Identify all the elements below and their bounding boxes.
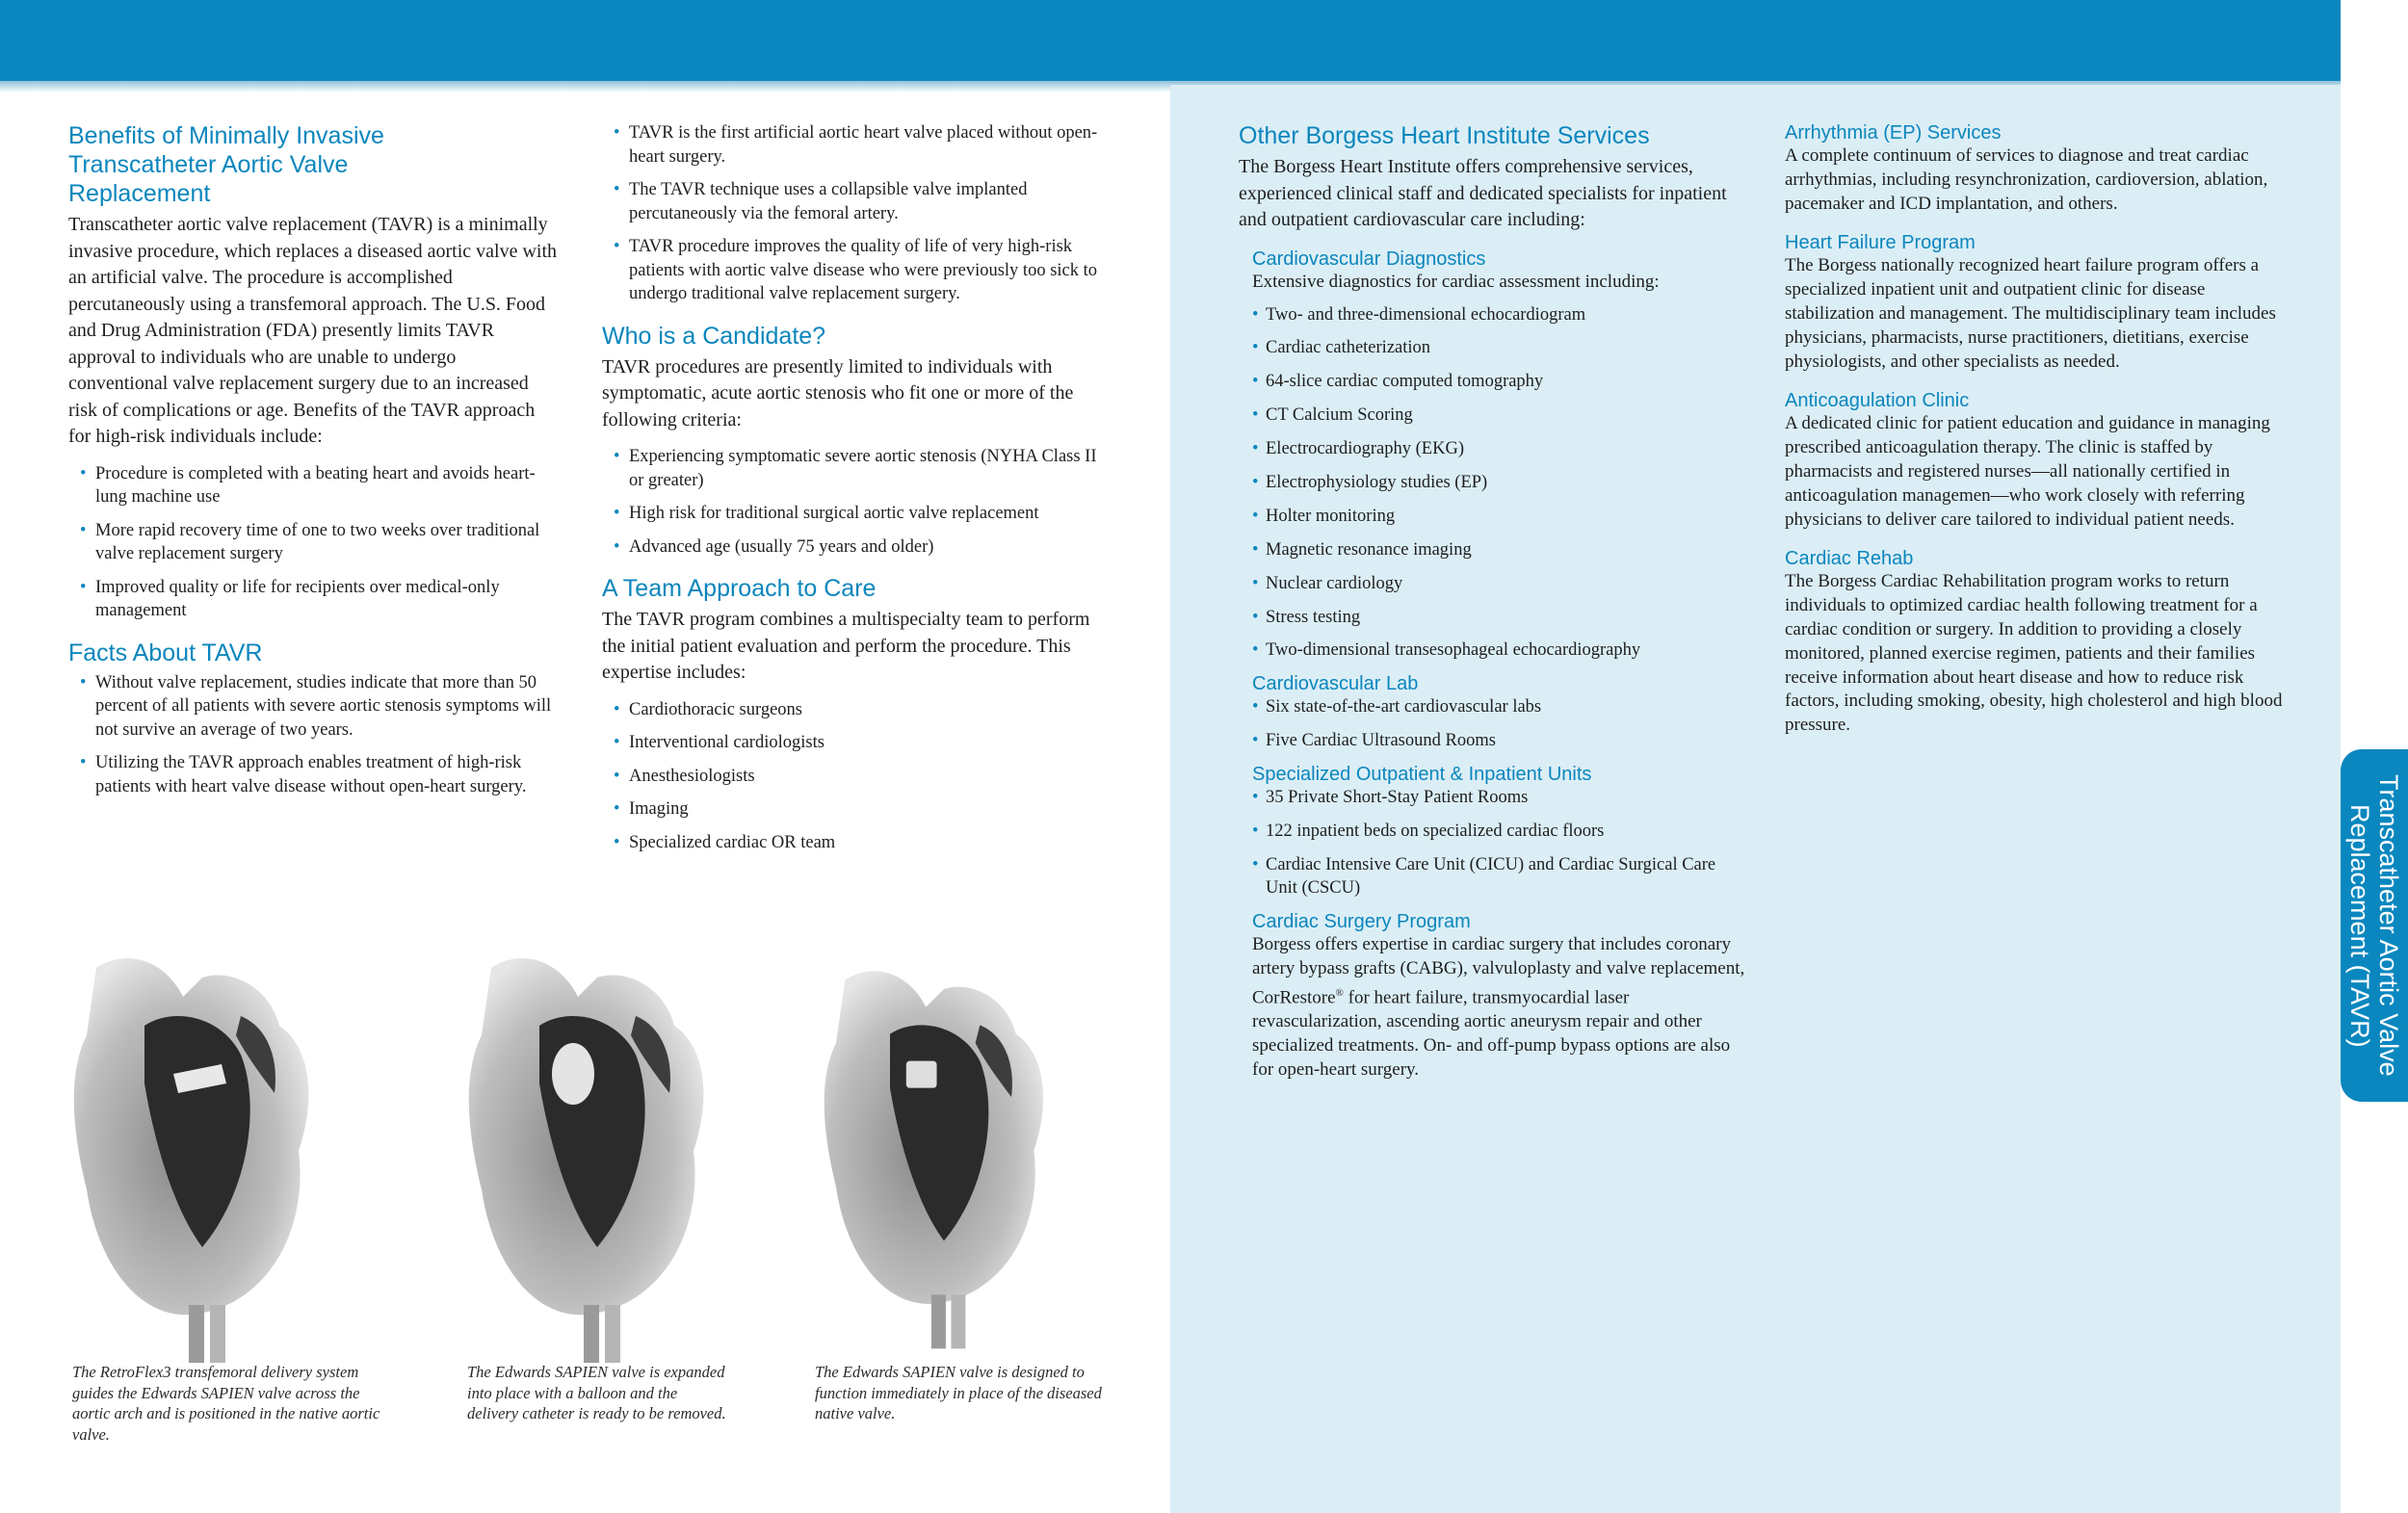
benefits-list <box>68 462 560 623</box>
benefits-heading: Benefits of Minimally Invasive Transcatheter Aortic Valve Replacement <box>68 122 384 207</box>
list-item: • Two-dimensional transesophageal echocardiography <box>1252 639 1749 663</box>
surgery-body <box>1252 933 1749 1082</box>
anticoag-body: A dedicated clinic for patient education and guidance in managing prescribed anticoagulation therapy. The clinic is staffed by pharmacists and registered nurses—all nationally certified in anticoagulation managemen—who work closely with referring physicians to deliver care tailored to individual patient needs. <box>1785 413 2270 530</box>
candidate-heading: Who is a Candidate? <box>602 322 826 350</box>
list-item: • Imaging <box>602 797 1103 822</box>
diagnostics-intro: Extensive diagnostics for cardiac assessment including: <box>1252 271 1660 292</box>
column-candidate <box>602 121 1103 864</box>
arrhythmia-heading: Arrhythmia (EP) Services <box>1785 122 2002 143</box>
services-heading: Other Borgess Heart Institute Services <box>1239 122 1650 149</box>
figure-caption-1: The RetroFlex3 transfemoral delivery system guides the Edwards SAPIEN valve across the aortic arch and is positioned in the native aortic valve. <box>72 1363 380 1444</box>
list-item: • The TAVR technique uses a collapsible valve implanted percutaneously via the femoral artery. <box>602 178 1103 225</box>
figure-caption-3: The Edwards SAPIEN valve is designed to function immediately in place of the diseased native valve. <box>815 1363 1102 1422</box>
team-body: The TAVR program combines a multispecialty team to perform the initial patient evaluation and perform the procedure. This expertise includes: <box>602 609 1090 683</box>
lab-heading: Cardiovascular Lab <box>1252 673 1419 695</box>
list-item: • Specialized cardiac OR team <box>602 831 1103 855</box>
heart-failure-body: The Borgess nationally recognized heart failure program offers a specialized inpatient unit and outpatient clinic for disease stabilization and management. The multidisciplinary team includes physicians, pharmacists, nurse practitioners, dietitians, exercise physiologists, and other specialists as needed. <box>1785 255 2276 372</box>
benefits-body: Transcatheter aortic valve replacement (TAVR) is a minimally invasive procedure, which replaces a diseased aortic valve with an artificial valve. The procedure is accomplished percutaneously using a transfemoral approach. The U.S. Food and Drug Administration (FDA) presently limits TAVR approval to individuals who are unable to undergo conventional valve replacement surgery due to an increased risk of complications or age. Benefits of the TAVR approach for high-risk individuals include: <box>68 214 558 447</box>
facts-list <box>68 671 560 799</box>
list-item: • Improved quality or life for recipients over medical-only management <box>68 576 560 623</box>
list-item: • CT Calcium Scoring <box>1252 404 1749 428</box>
list-item: • Six state-of-the-art cardiovascular labs <box>1252 695 1749 719</box>
list-item: • Cardiac catheterization <box>1252 336 1749 360</box>
rehab-body: The Borgess Cardiac Rehabilitation program works to return individuals to optimized cardiac health following treatment for a cardiac condition or surgery. In addition to providing a closely monitored, planned exercise regimen, patients and their families receive information about heart disease and how to reduce risk factors, including smoking, obesity, high cholesterol and high blood pressure. <box>1785 571 2283 736</box>
list-item: • More rapid recovery time of one to two weeks over traditional valve replacement surgery <box>68 519 560 566</box>
services-intro: The Borgess Heart Institute offers comprehensive services, experienced clinical staff and dedicated specialists for inpatient and outpatient cardiovascular care including: <box>1239 156 1727 230</box>
column-benefits <box>68 121 560 808</box>
list-item: • Five Cardiac Ultrasound Rooms <box>1252 729 1749 753</box>
list-item: • High risk for traditional surgical aortic valve replacement <box>602 502 1103 526</box>
facts-heading: Facts About TAVR <box>68 639 263 666</box>
rehab-heading: Cardiac Rehab <box>1785 548 1914 570</box>
heart-illustration-expanded <box>453 939 742 1363</box>
heart-illustration-implanted <box>809 939 1079 1363</box>
list-item: • Electrophysiology studies (EP) <box>1252 471 1749 495</box>
list-item: • Holter monitoring <box>1252 505 1749 529</box>
list-item: • Cardiothoracic surgeons <box>602 698 1103 722</box>
list-item: • Without valve replacement, studies indicate that more than 50 percent of all patients with severe aortic stenosis symptoms will not survive an average of two years. <box>68 671 560 743</box>
list-item: • 122 inpatient beds on specialized cardiac floors <box>1252 820 1749 844</box>
list-item: • Nuclear cardiology <box>1252 572 1749 596</box>
surgery-body-text: for heart failure, transmyocardial laser revascularization, ascending aortic aneurysm repair and other specialized treatments. On- and off-pump bypass options are also for open-heart surgery. <box>1252 987 1731 1080</box>
arrhythmia-body: A complete continuum of services to diagnose and treat cardiac arrhythmias, including resynchronization, cardioversion, ablation, pacemaker and ICD implantation, and others. <box>1785 145 2268 214</box>
heart-failure-heading: Heart Failure Program <box>1785 232 1976 254</box>
list-item: • Cardiac Intensive Care Unit (CICU) and Cardiac Surgical Care Unit (CSCU) <box>1252 853 1749 900</box>
candidate-body: TAVR procedures are presently limited to individuals with symptomatic, acute aortic stenosis who fit one or more of the following criteria: <box>602 355 1074 430</box>
units-list <box>1252 786 1749 900</box>
list-item: • TAVR is the first artificial aortic heart valve placed without open-heart surgery. <box>602 121 1103 169</box>
list-item: • Utilizing the TAVR approach enables treatment of high-risk patients with heart valve disease without open-heart surgery. <box>68 751 560 798</box>
list-item: • Procedure is completed with a beating heart and avoids heart-lung machine use <box>68 462 560 509</box>
facts-list-continued <box>602 121 1103 306</box>
list-item: • Experiencing symptomatic severe aortic stenosis (NYHA Class II or greater) <box>602 445 1103 492</box>
registered-mark: ® <box>1335 986 1344 999</box>
heart-illustration-delivery <box>58 939 366 1363</box>
figure-caption-2: The Edwards SAPIEN valve is expanded into place with a balloon and the delivery catheter is ready to be removed. <box>467 1363 726 1422</box>
column-programs <box>1785 121 2286 738</box>
list-item: • Two- and three-dimensional echocardiogram <box>1252 303 1749 327</box>
list-item: • 35 Private Short-Stay Patient Rooms <box>1252 786 1749 810</box>
list-item: • Interventional cardiologists <box>602 731 1103 755</box>
units-heading: Specialized Outpatient & Inpatient Units <box>1252 764 1592 786</box>
side-tab-label: Transcatheter Aortic Valve Replacement (TAVR) <box>2345 774 2403 1077</box>
list-item: • TAVR procedure improves the quality of life of very high-risk patients with aortic valve disease who were previously too sick to undergo traditional valve replacement surgery. <box>602 235 1103 306</box>
team-list <box>602 698 1103 855</box>
diagnostics-list <box>1252 303 1749 663</box>
list-item: • Stress testing <box>1252 606 1749 630</box>
list-item: • Advanced age (usually 75 years and older) <box>602 535 1103 560</box>
candidate-list <box>602 445 1103 559</box>
services-subsections <box>1239 248 1749 1083</box>
lab-list <box>1252 695 1749 752</box>
team-heading: A Team Approach to Care <box>602 575 877 602</box>
list-item: • Magnetic resonance imaging <box>1252 538 1749 562</box>
list-item: • Electrocardiography (EKG) <box>1252 437 1749 461</box>
list-item: • 64-slice cardiac computed tomography <box>1252 370 1749 394</box>
list-item: • Anesthesiologists <box>602 765 1103 789</box>
anticoag-heading: Anticoagulation Clinic <box>1785 390 1970 412</box>
diagnostics-heading: Cardiovascular Diagnostics <box>1252 248 1486 270</box>
surgery-body-text: Borgess offers expertise in cardiac surgery that includes coronary artery bypass grafts (CABG), valvuloplasty and valve replacement, CorRestore <box>1252 934 1745 1008</box>
top-banner <box>0 0 2341 81</box>
surgery-heading: Cardiac Surgery Program <box>1252 911 1471 933</box>
column-services <box>1239 121 1749 1082</box>
